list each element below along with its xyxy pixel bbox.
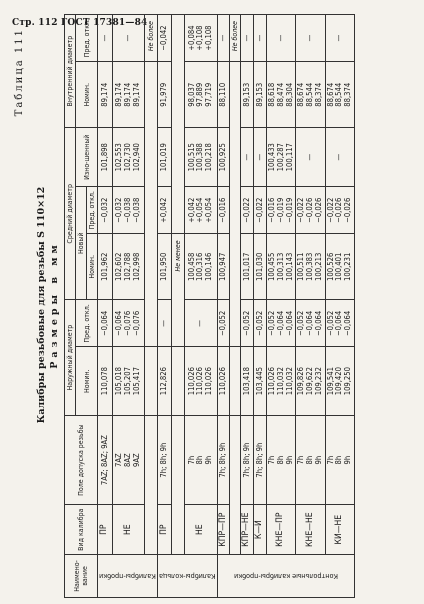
- cell-o-pred: —: [184, 300, 217, 347]
- cell-value: 89,174: [123, 82, 133, 107]
- cell-o-nom: [184, 347, 217, 415]
- table-row: [325, 15, 354, 598]
- table-row: [267, 15, 296, 598]
- note-spacer: [230, 62, 241, 347]
- cell-value: 100,313: [275, 252, 285, 281]
- cell-m-worn: [267, 128, 296, 187]
- cell-value: −0,064: [313, 310, 323, 337]
- cell-value: +0,108: [204, 25, 214, 51]
- cell-i-pred: [184, 15, 217, 62]
- cell-value: 8h: [305, 455, 315, 465]
- cell-m-pred: −0,022: [254, 187, 267, 234]
- cell-o-pred: −0,052: [241, 300, 254, 347]
- cell-o-nom: [267, 347, 296, 415]
- cell-value: 102,788: [123, 252, 133, 281]
- cell-value: 7AZ: [114, 453, 124, 467]
- cell-pole: [184, 415, 217, 505]
- group-label-text: Калибры-пробки: [99, 572, 156, 582]
- cell-value: 88,544: [305, 82, 315, 107]
- cell-value: 100,231: [342, 252, 352, 281]
- note-row: [145, 15, 157, 598]
- cell-value: −0,064: [305, 310, 315, 337]
- cell-value: 7h: [186, 455, 196, 465]
- header-naim: Наимено-вание: [65, 554, 98, 597]
- cell-o-pred: −0,052: [254, 300, 267, 347]
- cell-m-worn: [184, 128, 217, 187]
- cell-i-nom: 89,153: [254, 62, 267, 128]
- cell-value: 100,213: [313, 252, 323, 281]
- cell-value: 8h: [275, 455, 285, 465]
- cell-value: 88,674: [296, 82, 306, 107]
- cell-i-nom: [296, 62, 325, 128]
- cell-value: −0,026: [334, 197, 344, 223]
- cell-o-nom: 110,078: [98, 347, 113, 415]
- cell-pole: 7h; 8h; 9h: [157, 415, 171, 505]
- cell-m-pred: +0,042: [157, 187, 171, 234]
- cell-m-worn: —: [254, 128, 267, 187]
- cell-value: 8h: [195, 455, 205, 465]
- cell-vid: НЕ: [112, 505, 145, 555]
- cell-value: +0,108: [195, 25, 205, 51]
- cell-value: 109,826: [296, 367, 306, 396]
- cell-value: 8h: [334, 455, 344, 465]
- header-outer-nom: Номин.: [76, 347, 98, 415]
- cell-i-nom: 89,174: [98, 62, 113, 128]
- cell-value: 88,374: [342, 82, 352, 107]
- cell-value: 100,383: [305, 252, 315, 281]
- header-pole: Поле допуска резьбы: [65, 415, 98, 505]
- cell-value: 102,998: [131, 252, 141, 281]
- cell-value: −0,032: [114, 197, 124, 223]
- cell-m-pred: [325, 187, 354, 234]
- note-row: [230, 15, 241, 598]
- cell-value: 100,316: [195, 252, 205, 281]
- cell-value: 100,458: [186, 252, 196, 281]
- note-spacer: [172, 415, 184, 554]
- cell-value: 88,544: [334, 82, 344, 107]
- cell-o-pred: —: [157, 300, 171, 347]
- cell-value: −0,022: [325, 197, 335, 223]
- cell-value: 102,553: [114, 143, 124, 172]
- cell-value: 110,026: [195, 367, 205, 396]
- page-header: Стр. 112 ГОСТ 17381—84: [12, 18, 148, 28]
- header-inner-pred: Пред. откл.: [76, 15, 98, 62]
- cell-m-pred: −0,016: [217, 187, 230, 234]
- note-label: Не менее: [172, 234, 184, 347]
- cell-value: 98,037: [186, 82, 196, 107]
- cell-o-pred: [112, 300, 145, 347]
- cell-value: 97,889: [195, 82, 205, 107]
- cell-value: 9h: [342, 455, 352, 465]
- cell-i-nom: [112, 62, 145, 128]
- cell-i-pred: —: [98, 15, 113, 62]
- cell-vid: КНЕ—НЕ: [296, 505, 325, 555]
- cell-value: 105,207: [123, 367, 133, 396]
- cell-i-pred: —: [296, 15, 325, 62]
- cell-value: −0,016: [267, 197, 277, 223]
- cell-value: 100,117: [284, 143, 294, 172]
- cell-value: 7h: [267, 455, 277, 465]
- cell-o-pred: −0,052: [217, 300, 230, 347]
- table-row: [98, 15, 113, 598]
- cell-i-pred: —: [241, 15, 254, 62]
- cell-value: −0,019: [275, 197, 285, 223]
- cell-o-pred: [296, 300, 325, 347]
- cell-i-nom: 89,153: [241, 62, 254, 128]
- table-title: Калибры резьбовые для резьбы S 110×12: [36, 186, 47, 424]
- header-vid: Вид калибра: [65, 505, 98, 555]
- cell-value: 88,674: [325, 82, 335, 107]
- cell-value: −0,064: [342, 310, 352, 337]
- note-spacer: [172, 347, 184, 415]
- cell-value: 110,026: [186, 367, 196, 396]
- note-spacer: [172, 15, 184, 234]
- cell-value: 109,622: [305, 367, 315, 396]
- cell-m-worn: —: [241, 128, 254, 187]
- cell-m-worn: 100,925: [217, 128, 230, 187]
- gauge-table: [64, 14, 355, 598]
- cell-value: 100,401: [334, 252, 344, 281]
- cell-value: 100,511: [296, 252, 306, 281]
- cell-m-nom: 101,017: [241, 234, 254, 300]
- group-label: [217, 554, 354, 597]
- cell-m-pred: [184, 187, 217, 234]
- cell-value: 102,940: [131, 143, 141, 172]
- header-inner: Внутренний диаметр: [65, 15, 76, 128]
- table-row: [217, 15, 230, 598]
- cell-value: 88,474: [275, 82, 285, 107]
- cell-m-worn: —: [296, 128, 325, 187]
- cell-value: −0,052: [267, 310, 277, 337]
- cell-value: −0,026: [305, 197, 315, 223]
- note-spacer: [145, 415, 157, 554]
- cell-m-worn: 101,019: [157, 128, 171, 187]
- cell-pole: 7h; 8h; 9h: [217, 415, 230, 505]
- cell-o-pred: [267, 300, 296, 347]
- cell-value: +0,084: [186, 25, 196, 51]
- cell-i-nom: [267, 62, 296, 128]
- cell-value: 8AZ: [123, 453, 133, 467]
- table-row: [254, 15, 267, 598]
- cell-value: −0,019: [284, 197, 294, 223]
- cell-i-nom: [325, 62, 354, 128]
- cell-vid: ПР: [98, 505, 113, 555]
- group-label: [157, 554, 217, 597]
- cell-value: 100,388: [195, 143, 205, 172]
- cell-value: 109,250: [342, 367, 352, 396]
- note-label: Не более: [145, 15, 157, 62]
- cell-m-pred: −0,032: [98, 187, 113, 234]
- note-spacer: [230, 415, 241, 554]
- cell-value: 110,026: [204, 367, 214, 396]
- cell-m-pred: [112, 187, 145, 234]
- group-label: [98, 554, 158, 597]
- note-spacer: [145, 62, 157, 347]
- cell-o-nom: 112,826: [157, 347, 171, 415]
- cell-value: +0,054: [204, 197, 214, 223]
- cell-o-nom: [296, 347, 325, 415]
- cell-m-nom: [184, 234, 217, 300]
- cell-pole: 7h; 8h; 9h: [241, 415, 254, 505]
- cell-value: 100,143: [284, 252, 294, 281]
- cell-m-nom: 101,962: [98, 234, 113, 300]
- cell-value: 100,455: [267, 252, 277, 281]
- cell-o-nom: 103,445: [254, 347, 267, 415]
- table-row: [157, 15, 171, 598]
- group-label-text: Контрольные калибры-пробки: [233, 572, 338, 582]
- cell-m-nom: 101,030: [254, 234, 267, 300]
- cell-i-pred: −0,042: [157, 15, 171, 62]
- cell-i-pred: —: [267, 15, 296, 62]
- cell-value: 109,420: [334, 367, 344, 396]
- cell-value: 9h: [313, 455, 323, 465]
- cell-value: −0,064: [275, 310, 285, 337]
- cell-i-pred: —: [254, 15, 267, 62]
- rotated-page: [10, 10, 420, 600]
- cell-value: −0,038: [123, 197, 133, 223]
- cell-m-nom: 101,950: [157, 234, 171, 300]
- cell-pole: [296, 415, 325, 505]
- cell-o-nom: [112, 347, 145, 415]
- cell-value: 89,174: [114, 82, 124, 107]
- header-middle-nom: Номин.: [87, 234, 98, 300]
- cell-value: 109,232: [313, 367, 323, 396]
- cell-value: 88,304: [284, 82, 294, 107]
- table-label: Таблица 111: [14, 28, 25, 117]
- cell-o-nom: 103,418: [241, 347, 254, 415]
- cell-value: −0,076: [131, 310, 141, 337]
- cell-vid: КИ—НЕ: [325, 505, 354, 555]
- cell-value: 102,602: [114, 252, 124, 281]
- cell-pole: [325, 415, 354, 505]
- cell-i-pred: —: [112, 15, 145, 62]
- cell-i-nom: 88,110: [217, 62, 230, 128]
- header-outer: Наружный диаметр: [65, 300, 76, 416]
- header-inner-nom: Номин.: [76, 62, 98, 128]
- cell-vid: КПР—НЕ: [241, 505, 254, 555]
- table-row: [184, 15, 217, 598]
- cell-i-pred: —: [217, 15, 230, 62]
- cell-m-pred: −0,022: [241, 187, 254, 234]
- table-subtitle: Размеры в мм: [49, 241, 60, 369]
- cell-value: +0,054: [195, 197, 205, 223]
- cell-pole: [267, 415, 296, 505]
- cell-m-pred: [296, 187, 325, 234]
- cell-value: 100,433: [267, 143, 277, 172]
- header-worn: Изно-шенный: [76, 128, 98, 187]
- cell-value: −0,026: [313, 197, 323, 223]
- cell-m-nom: [325, 234, 354, 300]
- cell-value: 7h: [325, 455, 335, 465]
- cell-value: 102,730: [123, 143, 133, 172]
- cell-value: −0,038: [131, 197, 141, 223]
- cell-value: −0,064: [114, 310, 124, 337]
- cell-m-worn: [112, 128, 145, 187]
- cell-value: 100,218: [204, 143, 214, 172]
- cell-value: 100,515: [186, 143, 196, 172]
- cell-pole: [112, 415, 145, 505]
- table-row: [112, 15, 145, 598]
- cell-vid: КПР—ПР: [217, 505, 230, 555]
- cell-o-nom: [325, 347, 354, 415]
- header-outer-pred: Пред. откл.: [76, 300, 98, 347]
- cell-value: 110,026: [267, 367, 277, 396]
- cell-value: −0,052: [296, 310, 306, 337]
- cell-m-nom: [296, 234, 325, 300]
- note-row: [172, 15, 184, 598]
- cell-i-nom: [184, 62, 217, 128]
- table-row: [296, 15, 325, 598]
- cell-o-pred: −0,064: [98, 300, 113, 347]
- cell-value: −0,022: [296, 197, 306, 223]
- header-middle-pred: Пред. откл.: [87, 187, 98, 234]
- cell-value: 88,618: [267, 82, 277, 107]
- cell-o-nom: 110,026: [217, 347, 230, 415]
- cell-value: 110,032: [284, 367, 294, 396]
- cell-i-nom: 91,979: [157, 62, 171, 128]
- cell-value: −0,052: [325, 310, 335, 337]
- cell-vid: ПР: [157, 505, 171, 555]
- cell-value: 110,032: [275, 367, 285, 396]
- note-spacer: [230, 347, 241, 415]
- cell-value: 100,287: [275, 143, 285, 172]
- cell-m-pred: [267, 187, 296, 234]
- cell-pole: 7h; 8h; 9h: [254, 415, 267, 505]
- cell-vid: К—И: [254, 505, 267, 555]
- cell-value: 9AZ: [131, 453, 141, 467]
- cell-value: −0,076: [123, 310, 133, 337]
- cell-value: +0,042: [186, 197, 196, 223]
- cell-m-worn: 101,898: [98, 128, 113, 187]
- cell-value: 9h: [284, 455, 294, 465]
- table-row: [241, 15, 254, 598]
- cell-m-worn: —: [325, 128, 354, 187]
- cell-value: −0,064: [334, 310, 344, 337]
- cell-m-nom: 100,947: [217, 234, 230, 300]
- cell-value: 9h: [204, 455, 214, 465]
- cell-value: 89,174: [131, 82, 141, 107]
- cell-value: 105,417: [131, 367, 141, 396]
- note-label: Не более: [230, 15, 241, 62]
- note-spacer: [145, 347, 157, 415]
- group-label-text: Калибры-кольца: [158, 572, 216, 582]
- cell-pole: 7AZ; 8AZ; 9AZ: [98, 415, 113, 505]
- cell-m-nom: [112, 234, 145, 300]
- cell-value: −0,026: [342, 197, 352, 223]
- cell-value: 105,018: [114, 367, 124, 396]
- cell-value: 88,374: [313, 82, 323, 107]
- cell-i-pred: —: [325, 15, 354, 62]
- cell-value: 109,541: [325, 367, 335, 396]
- header-middle: Средний диаметр: [65, 128, 76, 300]
- cell-vid: НЕ: [184, 505, 217, 555]
- cell-o-pred: [325, 300, 354, 347]
- cell-value: 100,526: [325, 252, 335, 281]
- cell-value: −0,064: [284, 310, 294, 337]
- cell-value: 100,146: [204, 252, 214, 281]
- cell-value: 7h: [296, 455, 306, 465]
- header-new: Новый: [76, 187, 87, 300]
- cell-vid: КНЕ—ПР: [267, 505, 296, 555]
- cell-m-nom: [267, 234, 296, 300]
- cell-value: 97,719: [204, 82, 214, 107]
